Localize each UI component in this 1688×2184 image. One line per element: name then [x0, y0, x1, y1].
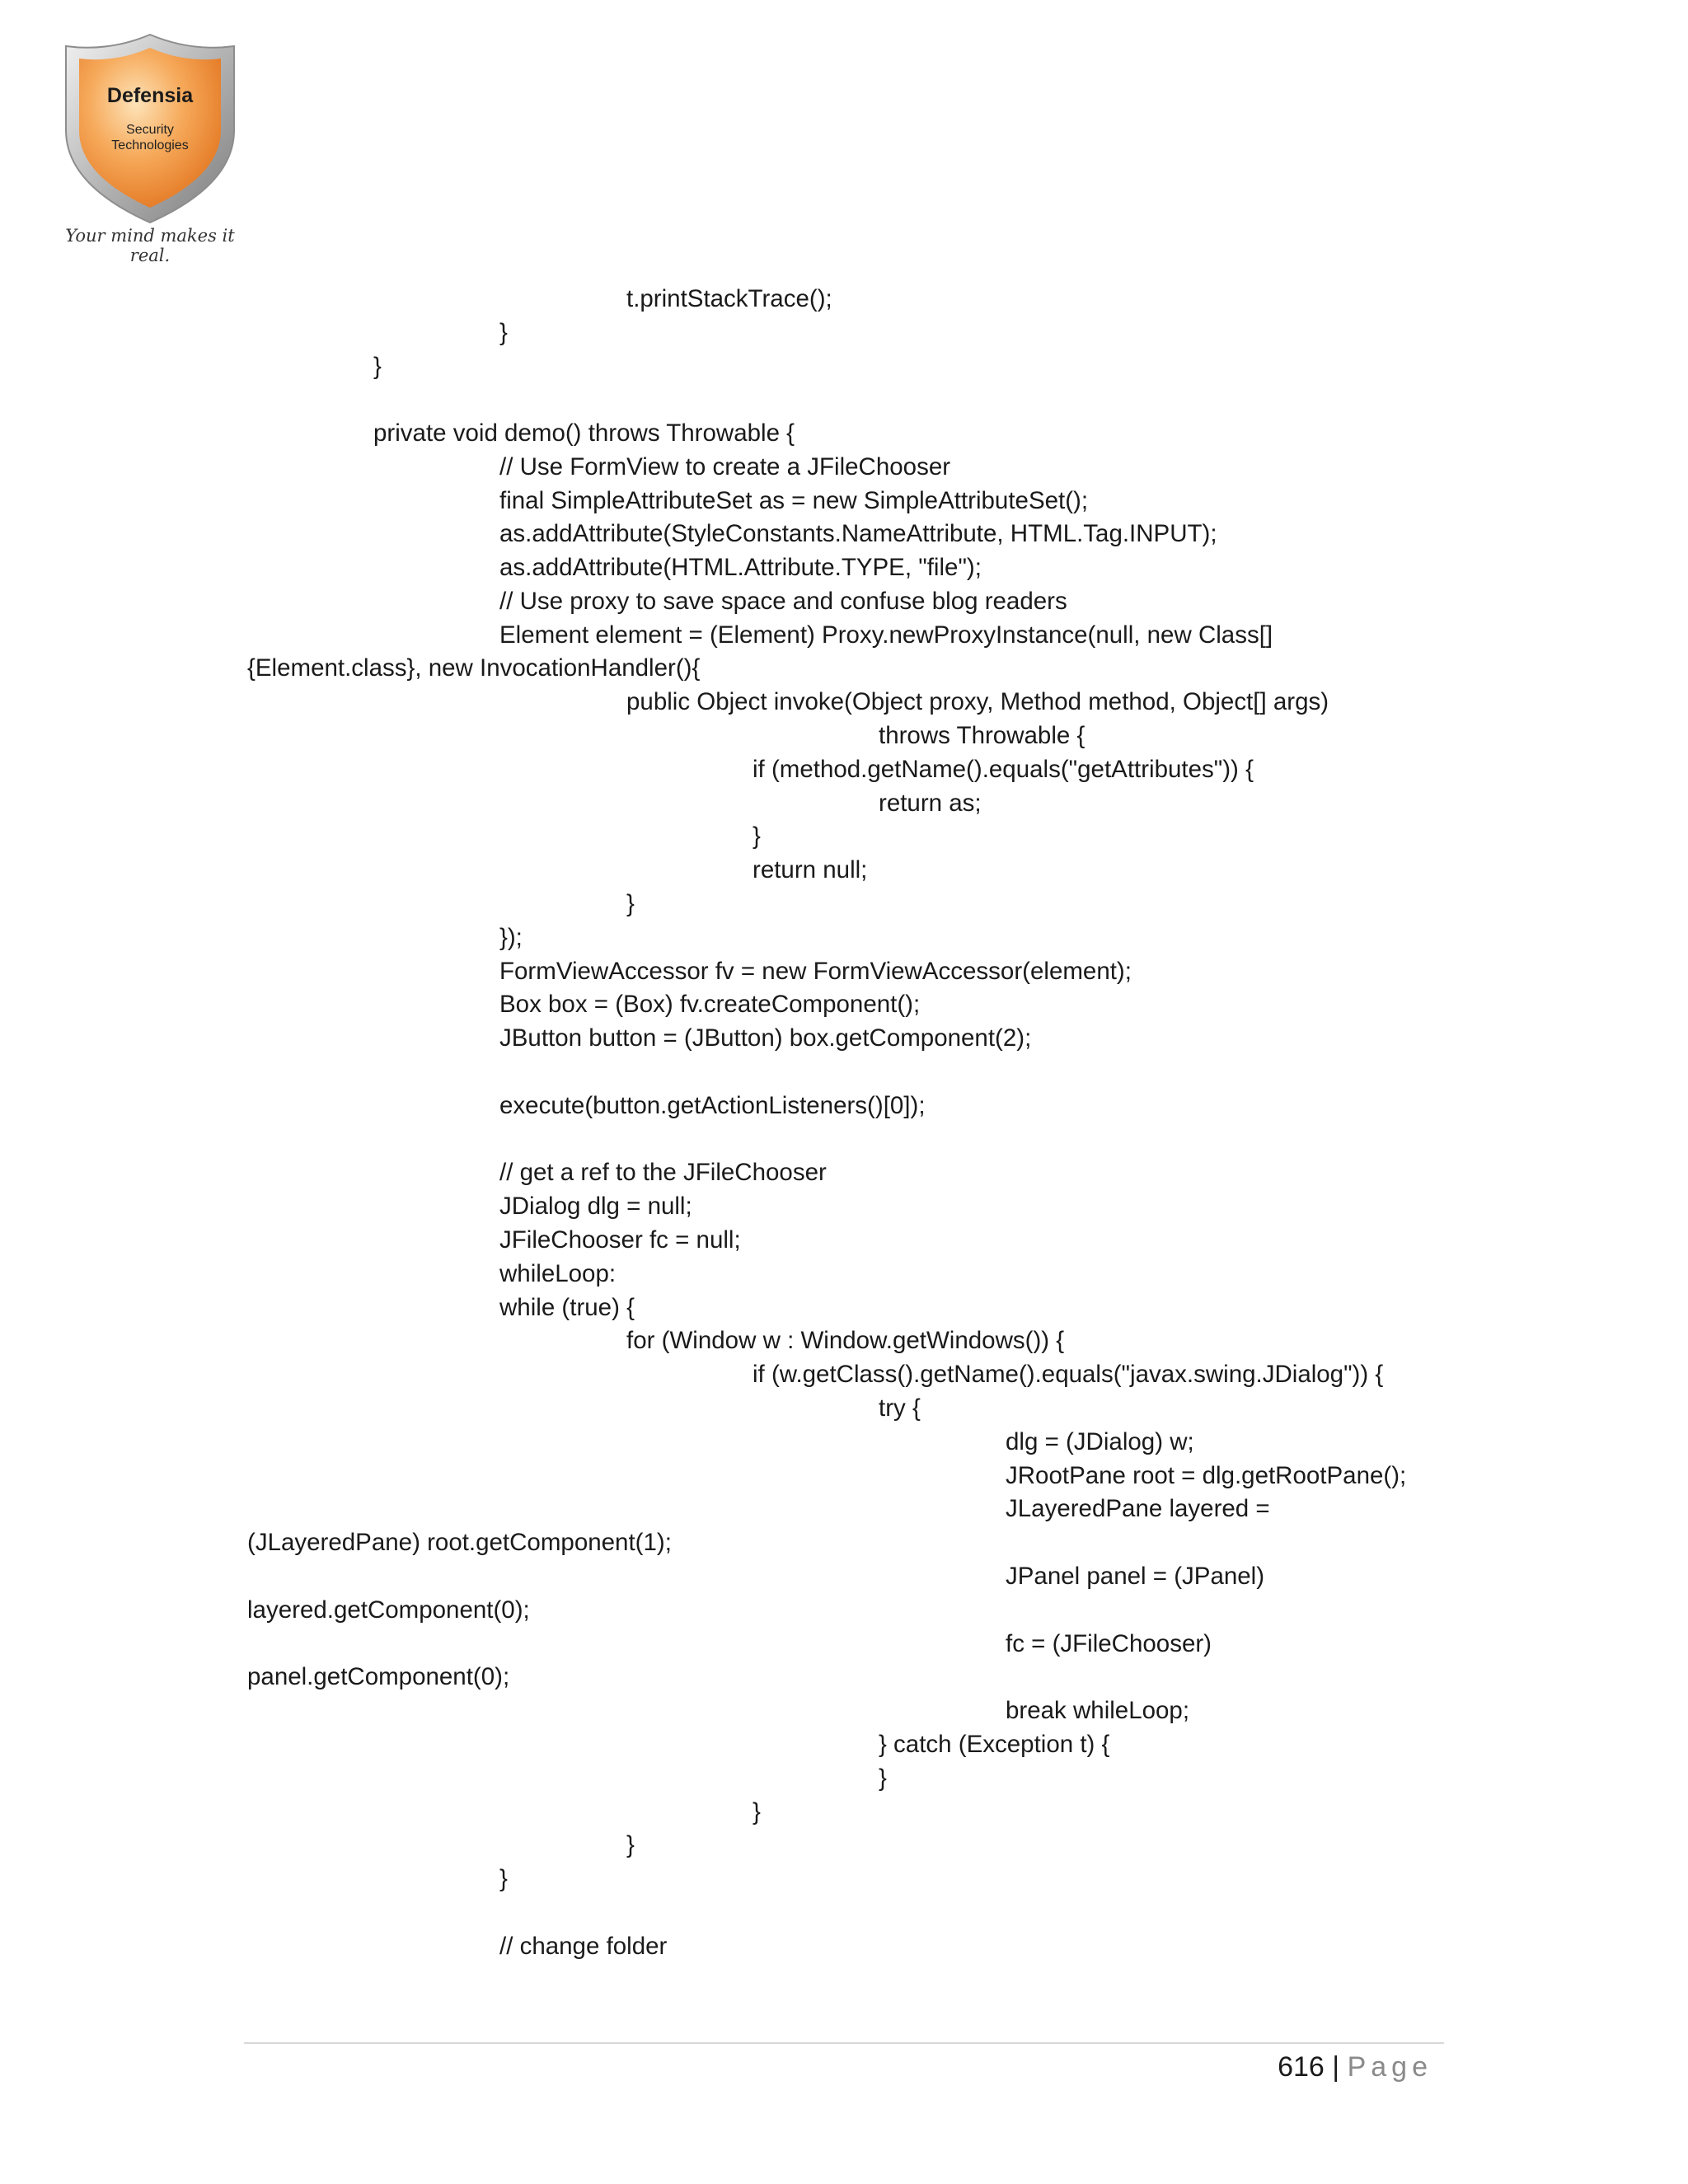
code-line: // get a ref to the JFileChooser [499, 1159, 827, 1186]
code-line: layered.getComponent(0); [247, 1596, 530, 1624]
code-line: JRootPane root = dlg.getRootPane(); [1006, 1462, 1407, 1489]
code-line: if (w.getClass().getName().equals("javax.swing.JDialog")) { [753, 1361, 1384, 1388]
code-line: as.addAttribute(HTML.Attribute.TYPE, "file"); [499, 554, 982, 581]
footer-divider [244, 2042, 1444, 2044]
code-line: as.addAttribute(StyleConstants.NameAttribute, HTML.Tag.INPUT); [499, 520, 1217, 547]
page-word: Page [1347, 2051, 1432, 2083]
code-line: JDialog dlg = null; [499, 1193, 692, 1220]
logo-subtitle-line1: Security [126, 123, 174, 137]
code-line: } [626, 890, 635, 917]
code-line: dlg = (JDialog) w; [1006, 1428, 1194, 1455]
code-line: fc = (JFileChooser) [1006, 1630, 1212, 1657]
code-line: } [753, 823, 761, 850]
page-number: 616 [1278, 2051, 1325, 2083]
code-line: // Use proxy to save space and confuse blog readers [499, 588, 1067, 615]
code-line: JFileChooser fc = null; [499, 1226, 741, 1254]
code-line: final SimpleAttributeSet as = new SimpleAttributeSet(); [499, 487, 1089, 514]
code-line: execute(button.getActionListeners()[0]); [499, 1092, 926, 1119]
code-line: {Element.class}, new InvocationHandler(){ [247, 654, 701, 682]
code-line: } [373, 353, 382, 380]
code-line: }); [499, 924, 523, 951]
code-line: for (Window w : Window.getWindows()) { [626, 1327, 1065, 1354]
code-line: JButton button = (JButton) box.getComponent(2); [499, 1024, 1032, 1052]
code-line: public Object invoke(Object proxy, Method method, Object[] args) [626, 688, 1329, 715]
page-footer [1278, 2049, 1432, 2085]
code-line: try { [879, 1394, 921, 1422]
code-line: return null; [753, 856, 868, 883]
code-line: } [499, 319, 508, 346]
code-line: throws Throwable { [879, 722, 1085, 749]
code-line: JPanel panel = (JPanel) [1006, 1563, 1265, 1590]
logo-name: Defensia [106, 84, 194, 107]
code-line: Box box = (Box) fv.createComponent(); [499, 991, 921, 1018]
footer-separator: | [1332, 2051, 1340, 2083]
logo-subtitle-line2: Technologies [111, 138, 189, 152]
code-line: if (method.getName().equals("getAttributes")) { [753, 756, 1254, 783]
code-line: t.printStackTrace(); [626, 285, 832, 312]
code-line: private void demo() throws Throwable { [373, 419, 795, 447]
code-line: panel.getComponent(0); [247, 1663, 510, 1690]
code-line: } catch (Exception t) { [879, 1731, 1110, 1758]
code-line: } [879, 1765, 887, 1792]
code-line: JLayeredPane layered = [1006, 1495, 1270, 1522]
code-line: } [753, 1798, 761, 1825]
code-line: // Use FormView to create a JFileChooser [499, 453, 951, 480]
code-line: } [626, 1831, 635, 1858]
code-line: } [499, 1865, 508, 1892]
code-line: // change folder [499, 1933, 668, 1960]
logo-tagline: Your mind makes it real. [65, 226, 235, 265]
code-line: while (true) { [499, 1294, 635, 1321]
code-line: Element element = (Element) Proxy.newProxyInstance(null, new Class[] [499, 621, 1273, 649]
code-line: break whileLoop; [1006, 1697, 1190, 1724]
code-line: return as; [879, 790, 982, 817]
code-line: FormViewAccessor fv = new FormViewAccessor(element); [499, 958, 1132, 985]
code-line: whileLoop: [499, 1260, 617, 1287]
code-line: (JLayeredPane) root.getComponent(1); [247, 1529, 672, 1556]
